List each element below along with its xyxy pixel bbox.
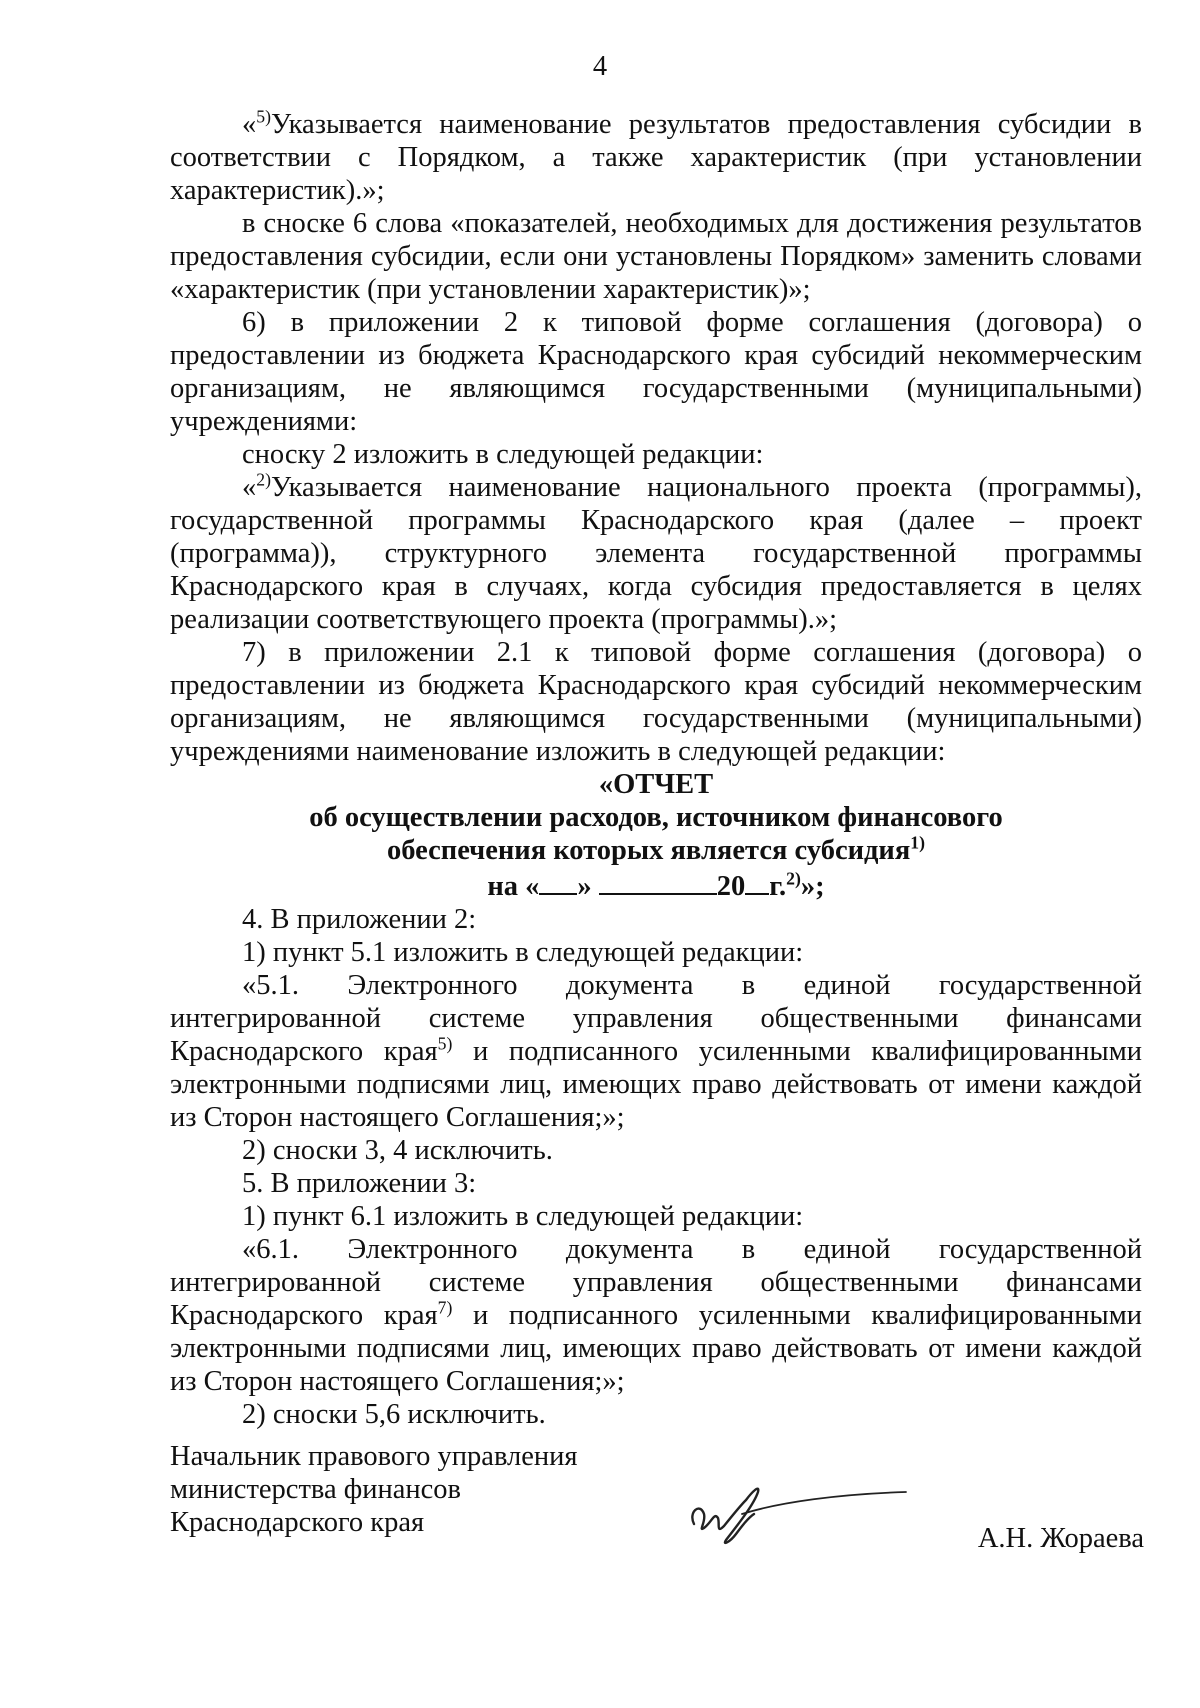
footnote-mark: 1)	[910, 832, 925, 853]
footnote-mark: 5)	[437, 1033, 453, 1054]
signatory-name: А.Н. Жораева	[977, 1523, 1144, 1554]
paragraph-item-5-1	[170, 969, 1142, 1134]
paragraph-item-6-1-intro: 1) пункт 6.1 изложить в следующей редакции:	[242, 1201, 804, 1232]
paragraph-text: и подписанного усиленными квалифицированными электронными подписями лиц, имеющих право действовать от имени каждой из Сторон настоящего Соглашения;»;	[170, 1036, 1142, 1133]
position-line: министерства финансов	[170, 1474, 461, 1505]
document-body	[170, 108, 1142, 1431]
paragraph-text: «6.1. Электронного документа в единой государственной интегрированной системе управления общественными финансами Краснодарского края	[170, 1234, 1142, 1331]
report-date-end: »;	[800, 871, 825, 902]
paragraph-item-6-1	[170, 1233, 1142, 1398]
paragraph-item-6: 6) в приложении 2 к типовой форме соглашения (договора) о предоставлении из бюджета Краснодарского края субсидий некоммерческим организациям, не являющимся государственными (муниципальными) учреждениями:	[170, 307, 1142, 437]
footnote-mark: 2)	[256, 469, 271, 490]
report-title-line3	[170, 834, 1142, 867]
quote-open: «	[242, 472, 257, 503]
paragraph-footnote-2	[170, 471, 1142, 636]
paragraph-text: Указывается наименование национального проекта (программы), государственной программы Краснодарского края (далее – проект (программа)), структурного элемента государственной программы Краснодарского края в случаях, когда субсидия предоставляется в целях реализации соответствующего проекта (программы).»;	[170, 472, 1142, 635]
position-line: Краснодарского края	[170, 1507, 425, 1538]
paragraph-footnote-2-intro: сноску 2 изложить в следующей редакции:	[242, 439, 764, 470]
paragraph-text: «5.1. Электронного документа в единой государственной интегрированной системе управления общественными финансами Краснодарского края	[170, 970, 1142, 1067]
report-date-quote: »	[577, 871, 592, 902]
paragraph-section-4: 4. В приложении 2:	[242, 904, 477, 935]
signature-block	[170, 1440, 1150, 1580]
paragraph-item-7: 7) в приложении 2.1 к типовой форме соглашения (договора) о предоставлении из бюджета Краснодарского края субсидий некоммерческим организациям, не являющимся государственными (муниципальными) учреждениями наименование изложить в следующей редакции:	[170, 637, 1142, 767]
report-date-suffix: г.	[769, 871, 787, 902]
page-number: 4	[592, 51, 608, 82]
footnote-mark: 7)	[437, 1297, 453, 1318]
year-blank	[745, 867, 769, 895]
quote-open: «	[242, 109, 257, 140]
paragraph-text: и подписанного усиленными квалифицированными электронными подписями лиц, имеющих право действовать от имени каждой из Сторон настоящего Соглашения;»;	[170, 1300, 1142, 1397]
paragraph-section-5: 5. В приложении 3:	[242, 1168, 477, 1199]
paragraph-footnotes-5-6: 2) сноски 5,6 исключить.	[242, 1399, 546, 1430]
report-title-line1: «ОТЧЕТ	[598, 769, 714, 800]
handwritten-signature	[670, 1462, 910, 1552]
paragraph-text: Указывается наименование результатов предоставления субсидии в соответствии с Порядком, а также характеристик (при установлении характеристик).»;	[170, 109, 1142, 206]
paragraph-item-5-1-intro: 1) пункт 5.1 изложить в следующей редакции:	[242, 937, 804, 968]
signatory-position	[170, 1440, 690, 1539]
footnote-mark: 2)	[786, 868, 801, 889]
footnote-mark: 5)	[256, 106, 271, 127]
paragraph-footnote-6: в сноске 6 слова «показателей, необходимых для достижения результатов предоставления субсидии, если они установлены Порядком» заменить словами «характеристик (при установлении характеристик)»;	[170, 208, 1142, 305]
paragraph-footnotes-3-4: 2) сноски 3, 4 исключить.	[242, 1135, 553, 1166]
position-line: Начальник правового управления	[170, 1441, 578, 1472]
report-title-line2: об осуществлении расходов, источником финансового	[309, 802, 1003, 833]
report-date-year: 20	[716, 871, 746, 902]
month-blank	[599, 867, 717, 895]
report-title-text: обеспечения которых является субсидия	[387, 835, 911, 866]
report-date-prefix: на «	[487, 871, 540, 902]
report-title-line4	[170, 867, 1142, 903]
paragraph-footnote-5	[170, 108, 1142, 207]
day-blank	[539, 867, 577, 895]
